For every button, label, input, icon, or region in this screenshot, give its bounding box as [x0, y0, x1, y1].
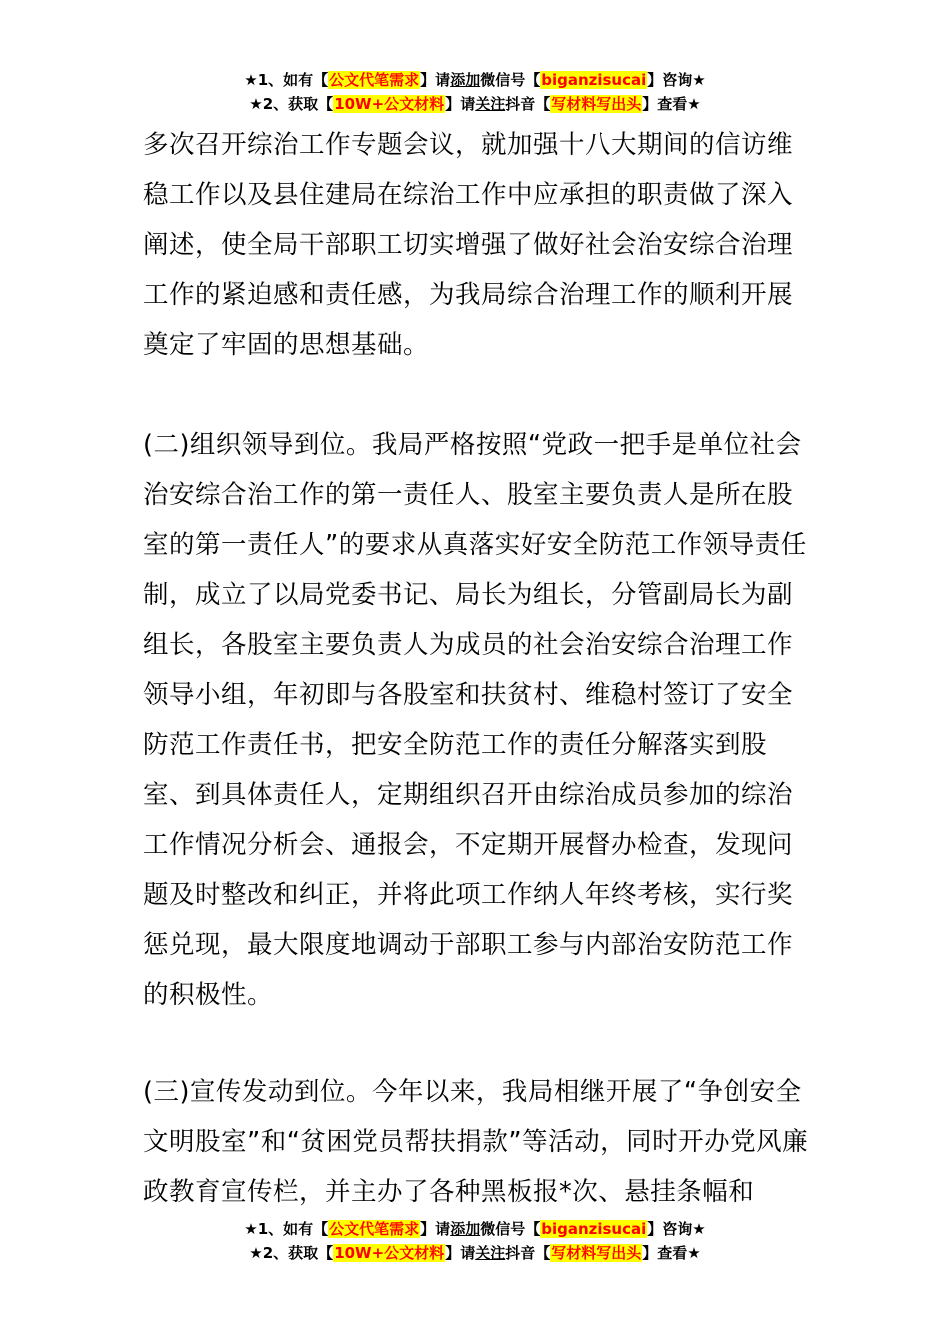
highlight-douyin: 写材料写出头: [551, 1244, 642, 1262]
banner-line-1: ★1、如有【公文代笔需求】请添加微信号【biganzisucai】咨询★: [244, 71, 706, 89]
document-paragraph-1: 多次召开综治工作专题会议，就加强十八大期间的信访维稳工作以及县住建局在综治工作中应承担的职责做了深入阐述，使全局干部职工切实增强了做好社会治安综合治理工作的紧迫感和责任感，为我局综合治理工作的顺利开展奠定了牢固的思想基础。: [143, 130, 794, 360]
footer-banner: [0, 1217, 950, 1265]
highlight-douyin: 写材料写出头: [551, 95, 642, 113]
highlight-service: 公文代笔需求: [329, 71, 420, 89]
header-banner: [0, 68, 950, 116]
document-paragraph-3: (三)宣传发动到位。今年以来，我局相继开展了“争创安全文明股室”和“贫困党员帮扶捐款”等活动，同时开办党风廉政教育宣传栏，并主办了各种黑板报*次、悬挂条幅和: [143, 1077, 809, 1207]
highlight-wechat-id: biganzisucai: [541, 1220, 647, 1238]
highlight-service: 公文代笔需求: [329, 1220, 420, 1238]
highlight-wechat-id: biganzisucai: [541, 71, 647, 89]
banner-line-2: ★2、获取【10W+公文材料】请关注抖音【写材料写出头】查看★: [249, 1244, 701, 1262]
banner-line-2: ★2、获取【10W+公文材料】请关注抖音【写材料写出头】查看★: [249, 95, 701, 113]
document-paragraph-2: (二)组织领导到位。我局严格按照“党政一把手是单位社会治安综合治工作的第一责任人、股室主要负责人是所在股室的第一责任人”的要求从真落实好安全防范工作领导责任制，成立了以局党委书记、局长为组长，分管副局长为副组长，各股室主要负责人为成员的社会治安综合治理工作领导小组，年初即与各股室和扶贫村、维稳村签订了安全防范工作责任书，把安全防范工作的责任分解落实到股室、到具体责任人，定期组织召开由综治成员参加的综治工作情况分析会、通报会，不定期开展督办检查，发现问题及时整改和纠正，并将此项工作纳人年终考核，实行奖惩兑现，最大限度地调动于部职工参与内部治安防范工作的积极性。: [143, 430, 807, 1010]
highlight-materials: 10W+公文材料: [334, 95, 445, 113]
highlight-materials: 10W+公文材料: [334, 1244, 445, 1262]
banner-line-1: ★1、如有【公文代笔需求】请添加微信号【biganzisucai】咨询★: [244, 1220, 706, 1238]
